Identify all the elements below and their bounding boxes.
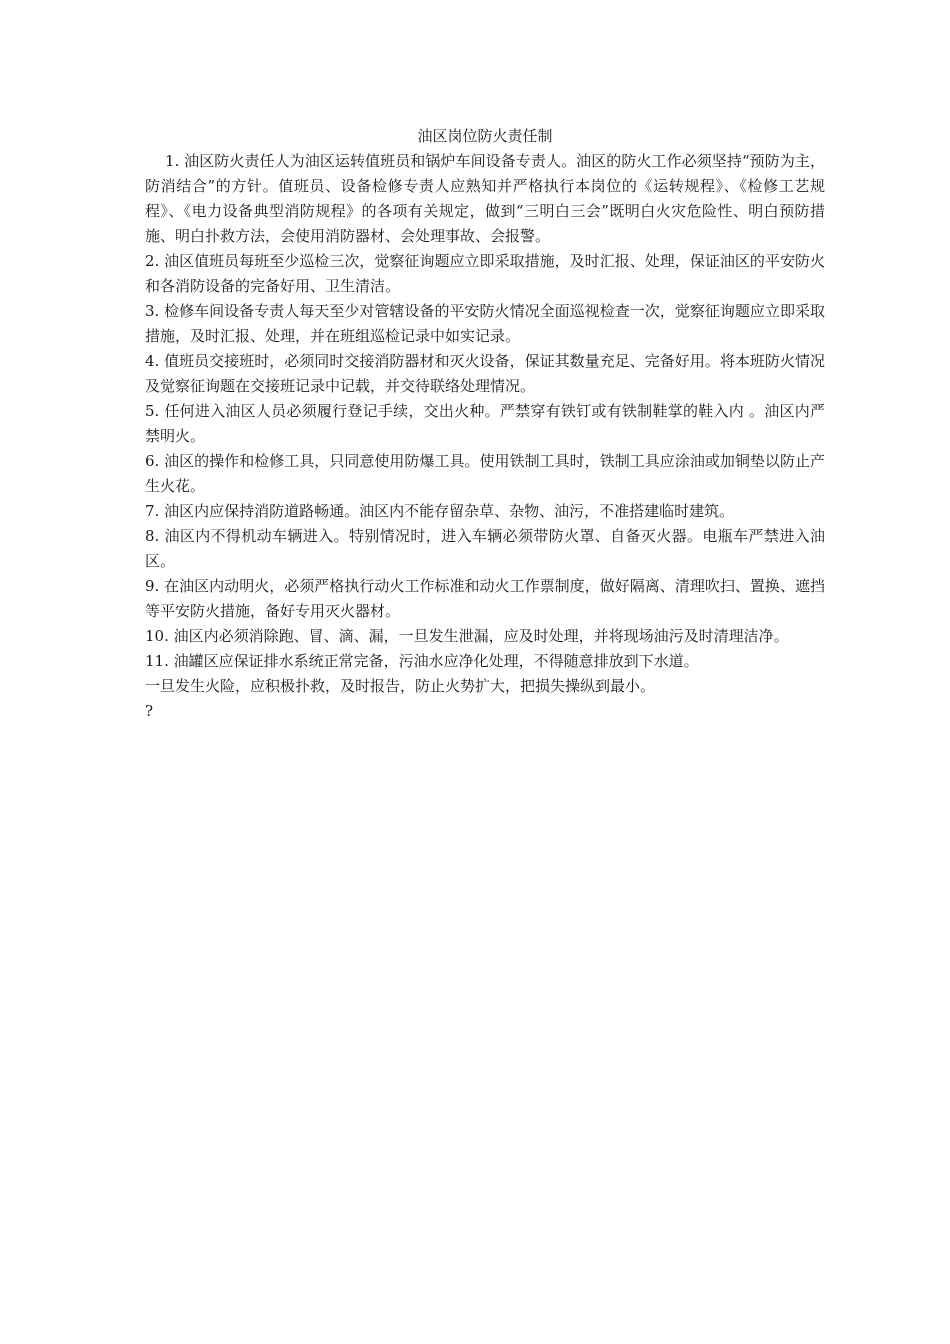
rule-paragraph-3: 3. 检修车间设备专责人每天至少对管辖设备的平安防火情况全面巡视检查一次，觉察征询题应立即采取措施，及时汇报、处理，并在班组巡检记录中如实记录。 [145,302,825,345]
rule-paragraph-7: 7. 油区内应保持消防道路畅通。油区内不能存留杂草、杂物、油污，不准搭建临时建筑。 [145,502,735,520]
rule-paragraph-6: 6. 油区的操作和检修工具，只同意使用防爆工具。使用铁制工具时，铁制工具应涂油或加铜垫以防止产生火花。 [145,452,825,495]
document-body [145,124,825,724]
rule-paragraph-4: 4. 值班员交接班时，必须同时交接消防器材和灭火设备，保证其数量充足、完备好用。将本班防火情况及觉察征询题在交接班记录中记载，并交待联络处理情况。 [145,352,825,395]
rule-paragraph-5: 5. 任何进入油区人员必须履行登记手续，交出火种。严禁穿有铁钉或有铁制鞋掌的鞋入内 。油区内严禁明火。 [145,402,825,445]
closing-paragraph: 一旦发生火险，应积极扑救，及时报告，防止火势扩大，把损失操纵到最小。 [145,677,656,695]
rule-paragraph-10: 10. 油区内必须消除跑、冒、滴、漏，一旦发生泄漏，应及时处理，并将现场油污及时清理洁净。 [145,627,789,645]
document-title: 油区岗位防火责任制 [417,127,553,145]
rule-paragraph-2: 2. 油区值班员每班至少巡检三次，觉察征询题应立即采取措施，及时汇报、处理，保证油区的平安防火和各消防设备的完备好用、卫生清洁。 [145,252,825,295]
trailing-mark: ? [145,702,154,720]
rule-paragraph-8: 8. 油区内不得机动车辆进入。特别情况时，进入车辆必须带防火罩、自备灭火器。电瓶车严禁进入油区。 [145,527,825,570]
rule-paragraph-11: 11. 油罐区应保证排水系统正常完备，污油水应净化处理，不得随意排放到下水道。 [145,652,699,670]
rule-paragraph-1: 1. 油区防火责任人为油区运转值班员和锅炉车间设备专责人。油区的防火工作必须坚持“预防为主，防消结合”的方针。值班员、设备检修专责人应熟知并严格执行本岗位的《运转规程》、《检修工艺规程》、《电力设备典型消防规程》的各项有关规定，做到“三明白三会”既明白火灾危险性、明白预防措施、明白扑救方法，会使用消防器材、会处理事故、会报警。 [145,152,825,245]
rule-paragraph-9: 9. 在油区内动明火，必须严格执行动火工作标准和动火工作票制度，做好隔离、清理吹扫、置换、遮挡等平安防火措施，备好专用灭火器材。 [145,577,825,620]
